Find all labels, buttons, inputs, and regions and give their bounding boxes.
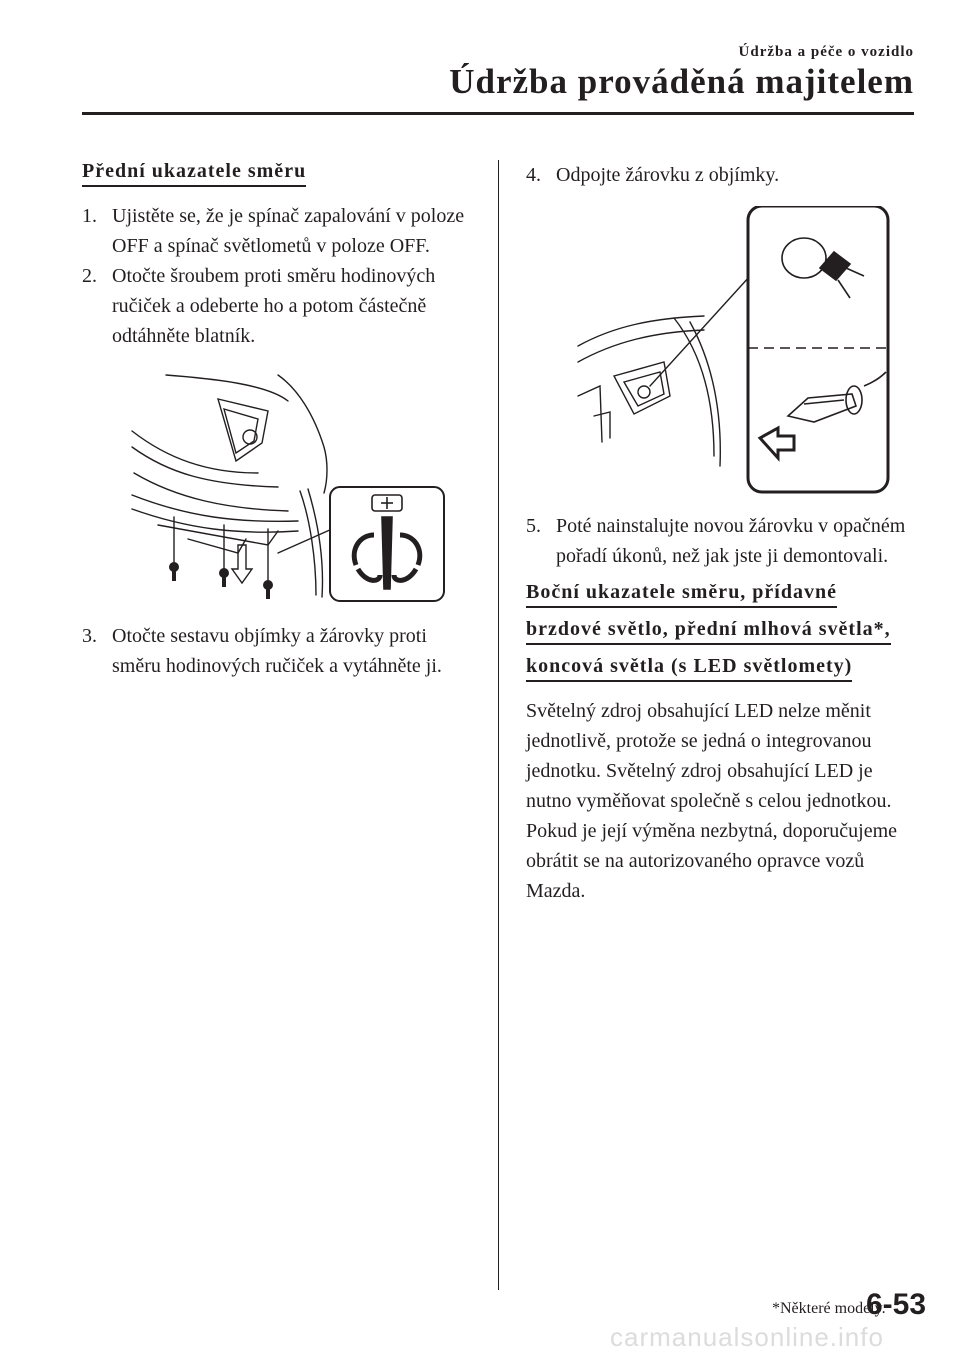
section-title-line: koncová světla (s LED světlomety)	[526, 655, 852, 682]
step-text: Otočte sestavu objímky a žárovky proti směru hodinových ručiček a vytáhněte ji.	[112, 625, 442, 677]
column-divider	[498, 160, 499, 1290]
step-3	[82, 621, 472, 681]
step-text: Ujistěte se, že je spínač zapalování v poloze OFF a spínač světlometů v poloze OFF.	[112, 205, 465, 257]
step-1	[82, 201, 472, 261]
step-number: 1.	[82, 205, 97, 227]
step-5	[526, 511, 918, 571]
step-2	[82, 261, 472, 351]
footnote: *Některé modely.	[772, 1300, 886, 1317]
running-header-title: Údržba prováděná majitelem	[449, 62, 914, 101]
section-title-led-lights	[526, 581, 918, 682]
page-number: 6-53	[866, 1288, 927, 1321]
led-info-paragraph: Světelný zdroj obsahující LED nelze měnit jednotlivě, protože se jedná o integrovanou jednotku. Světelný zdroj obsahující LED je nutno vyměňovat společně s celou jednotkou. Pokud je její výměna nezbytná, doporučujeme obrátit se na autorizovaného opravce vozů Mazda.	[526, 700, 898, 902]
section-title-line: Boční ukazatele směru, přídavné	[526, 581, 837, 608]
illustration-fender-screws	[128, 369, 448, 604]
step-text: Odpojte žárovku z objímky.	[556, 164, 780, 186]
step-number: 2.	[82, 265, 97, 287]
running-header-section: Údržba a péče o vozidlo	[738, 44, 914, 60]
watermark: carmanualsonline.info	[610, 1322, 884, 1352]
step-number: 4.	[526, 164, 541, 186]
step-number: 5.	[526, 515, 541, 537]
illustration-bulb-removal	[574, 206, 892, 496]
right-column	[526, 160, 918, 906]
step-text: Poté nainstalujte novou žárovku v opačném pořadí úkonů, než jak jste ji demontovali.	[556, 515, 906, 567]
step-4	[526, 160, 918, 190]
section-title-front-turn-signals: Přední ukazatele směru	[82, 160, 306, 187]
left-column	[82, 160, 472, 681]
step-text: Otočte šroubem proti směru hodinových ručiček a odeberte ho a potom částečně odtáhněte blatník.	[112, 265, 436, 347]
header-rule	[82, 112, 914, 115]
section-title-line: brzdové světlo, přední mlhová světla*,	[526, 618, 891, 645]
step-number: 3.	[82, 625, 97, 647]
